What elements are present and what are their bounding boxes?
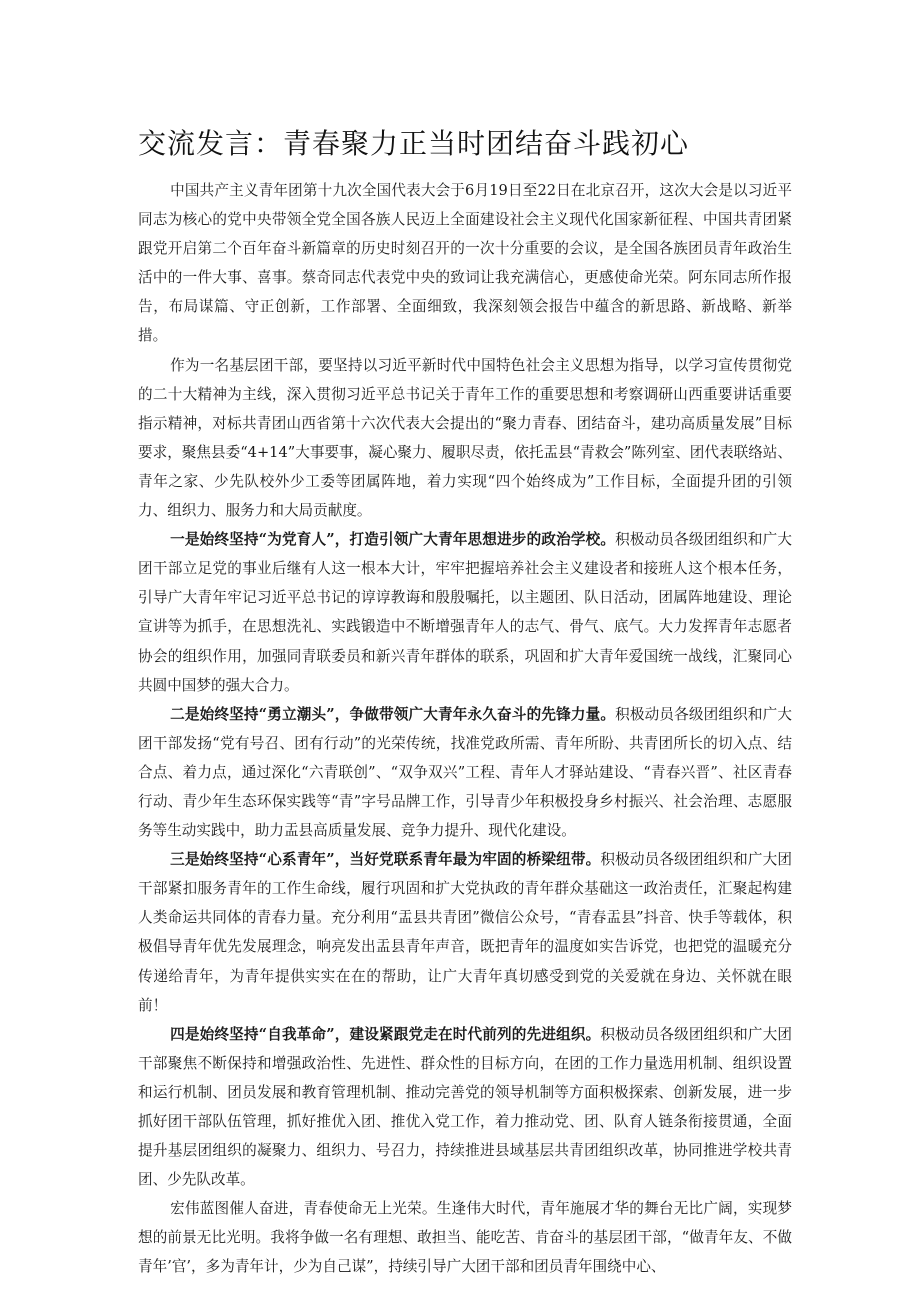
paragraph-conclusion bbox=[138, 1194, 792, 1281]
paragraph-intro bbox=[138, 176, 792, 351]
paragraph-text: 积极动员各级团组织和广大团干部聚焦不断保持和增强政治性、先进性、群众性的目标方向，在团的工作力量选用机制、组织设置和运行机制、团员发展和教育管理机制、推动完善党的领导机制等方面积极探索、创新发展，进一步抓好团干部队伍管理，抓好推优入团、推优入党工作，着力推动党、团、队育人链条衔接贯通，全面提升基层团组织的凝聚力、组织力、号召力，持续推进县域基层共青团组织改革，协同推进学校共青团、少先队改革。 bbox=[138, 1025, 792, 1189]
paragraph-text: 积极动员各级团组织和广大团干部紧扣服务青年的工作生命线，履行巩固和扩大党执政的青年群众基础这一政治责任，汇聚起构建人类命运共同体的青春力量。充分利用“盂县共青团”微信公众号，“青春盂县”抖音、快手等载体，积极倡导青年优先发展理念，响亮发出盂县青年声音，既把青年的温度如实告诉党，也把党的温暖充分传递给青年，为青年提供实实在在的帮助，让广大青年真切感受到党的关爱就在身边、关怀就在眼前！ bbox=[138, 851, 792, 1014]
document-title: 交流发言：青春聚力正当时团结奋斗践初心 bbox=[138, 127, 690, 160]
paragraph-text: 积极动员各级团组织和广大团干部立足党的事业后继有人这一根本大计，牢牢把握培养社会主义建设者和接班人这个根本任务，引导广大青年牢记习近平总书记的谆谆教诲和殷殷嘱托，以主题团、队日活动，团属阵地建设、理论宣讲等为抓手，在思想洗礼、实践锻造中不断增强青年人的志气、骨气、底气。大力发挥青年志愿者协会的组织作用，加强同青联委员和新兴青年群体的联系，巩固和扩大青年爱国统一战线，汇聚同心共圆中国梦的强大合力。 bbox=[138, 531, 792, 694]
paragraph-text: 积极动员各级团组织和广大团干部发扬“党有号召、团有行动”的光荣传统，找准党政所需、青年所盼、共青团所长的切入点、结合点、着力点，通过深化“六青联创”、“双争双兴”工程、青年人才驿站建设、“青春兴晋”、社区青春行动、青少年生态环保实践等“青”字号品牌工作，引导青少年积极投身乡村振兴、社会治理、志愿服务等生动实践中，助力盂县高质量发展、竞争力提升、现代化建设。 bbox=[138, 705, 792, 840]
paragraph-lead: 二是始终坚持“勇立潮头”，争做带领广大青年永久奋斗的先锋力量。 bbox=[170, 705, 616, 723]
paragraph-text: 中国共产主义青年团第十九次全国代表大会于6月19日至22日在北京召开，这次大会是以习近平同志为核心的党中央带领全党全国各族人民迈上全面建设社会主义现代化国家新征程、中国共青团紧跟党开启第二个百年奋斗新篇章的历史时刻召开的一次十分重要的会议，是全国各族团员青年政治生活中的一件大事、喜事。蔡奇同志代表党中央的致词让我充满信心，更感使命光荣。阿东同志所作报告，布局谋篇、守正创新，工作部署、全面细致，我深刻领会报告中蕴含的新思路、新战略、新举措。 bbox=[138, 182, 792, 345]
paragraph-lead: 三是始终坚持“心系青年”，当好党联系青年最为牢固的桥梁纽带。 bbox=[170, 851, 601, 869]
paragraph-point-three bbox=[138, 845, 792, 1020]
paragraph-lead: 四是始终坚持“自我革命”，建设紧跟党走在时代前列的先进组织。 bbox=[170, 1025, 601, 1043]
paragraph-text: 作为一名基层团干部，要坚持以习近平新时代中国特色社会主义思想为指导，以学习宣传贯彻党的二十大精神为主线，深入贯彻习近平总书记关于青年工作的重要思想和考察调研山西重要讲话重要指示精神，对标共青团山西省第十六次代表大会提出的“聚力青春、团结奋斗，建功高质量发展”目标要求，聚焦县委“4+14”大事要事，凝心聚力、履职尽责，依托盂县“青救会”陈列室、团代表联络站、青年之家、少先队校外少工委等团属阵地，着力实现“四个始终成为”工作目标，全面提升团的引领力、组织力、服务力和大局贡献度。 bbox=[138, 356, 792, 520]
paragraph-point-two bbox=[138, 700, 792, 845]
document-page bbox=[138, 126, 792, 1282]
paragraph-lead: 一是始终坚持“为党育人”，打造引领广大青年思想进步的政治学校。 bbox=[170, 531, 616, 549]
paragraph-point-four bbox=[138, 1020, 792, 1195]
paragraph-text: 宏伟蓝图催人奋进，青春使命无上光荣。生逢伟大时代，青年施展才华的舞台无比广阔，实现梦想的前景无比光明。我将争做一名有理想、敢担当、能吃苦、肯奋斗的基层团干部，“做青年友、不做青年’官’，多为青年计，少为自己谋”，持续引导广大团干部和团员青年围绕中心、 bbox=[138, 1200, 792, 1276]
paragraph-role bbox=[138, 351, 792, 526]
paragraph-point-one bbox=[138, 525, 792, 700]
